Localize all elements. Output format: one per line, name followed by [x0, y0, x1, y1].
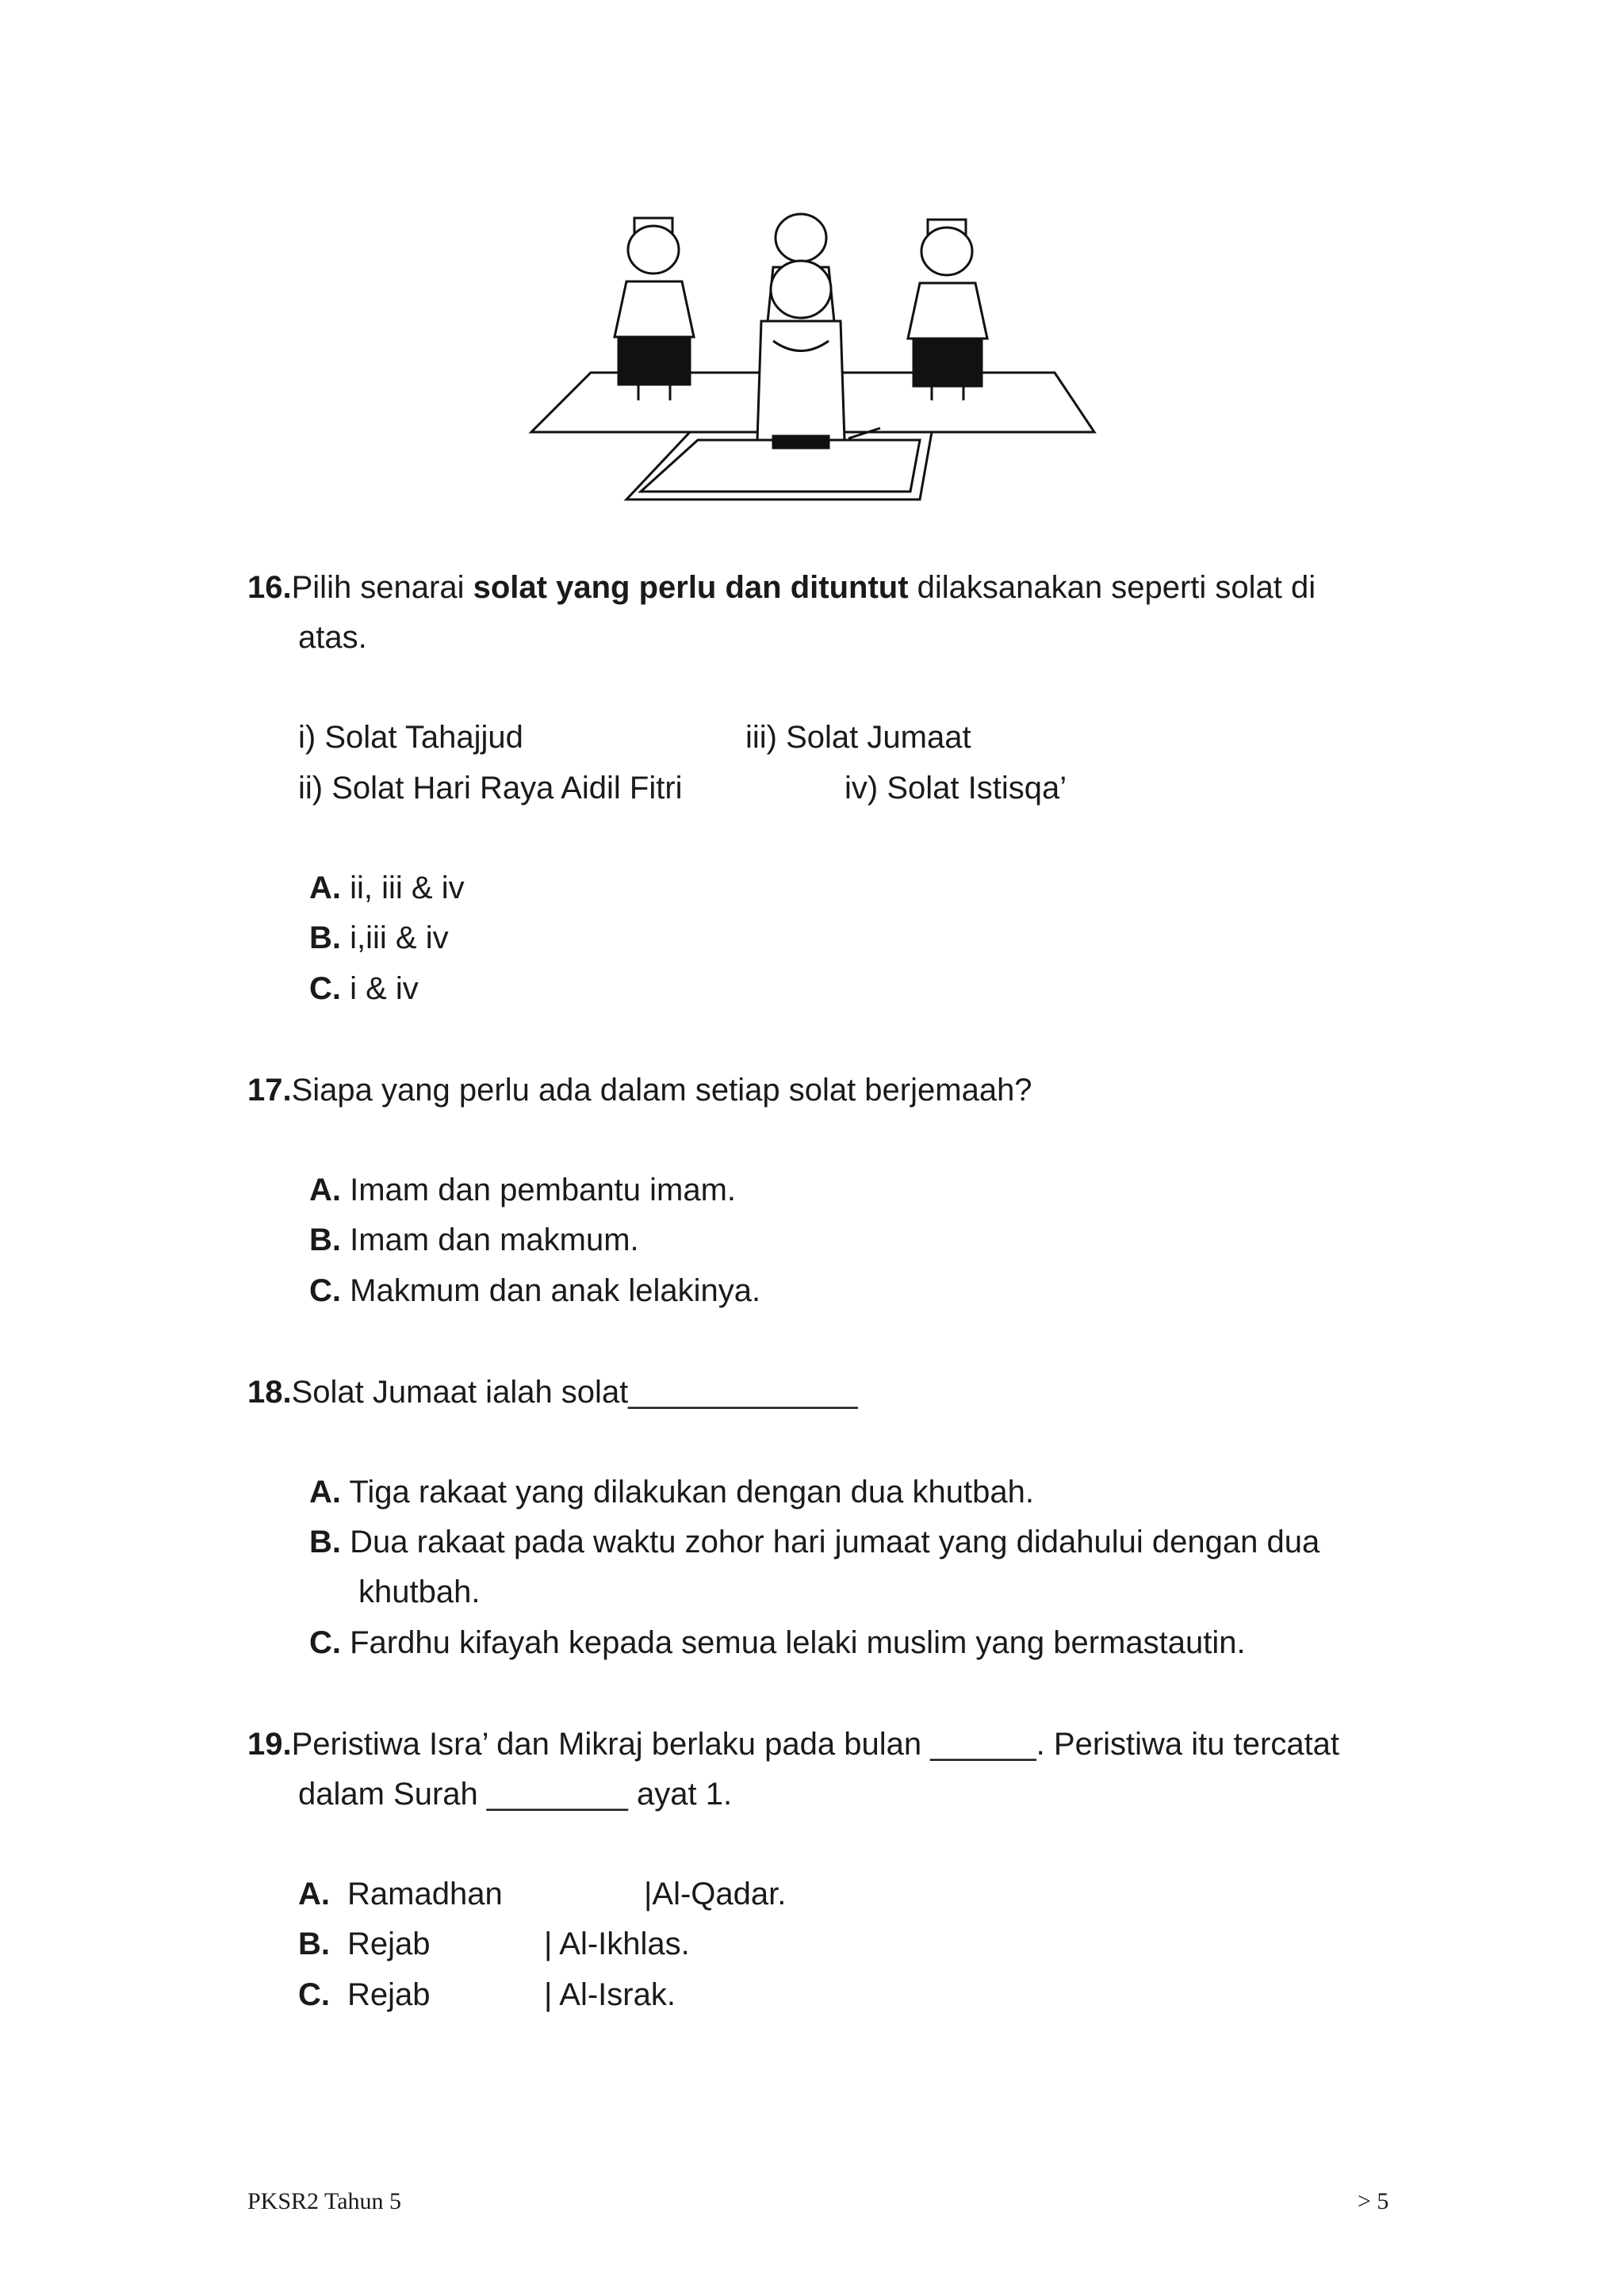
answer-option[interactable]	[309, 1174, 736, 1206]
option-text: Makmum dan anak lelakinya.	[350, 1273, 761, 1308]
question-number: 18.	[247, 1375, 292, 1410]
answer-option[interactable]	[309, 1275, 760, 1307]
option-letter: C.	[298, 1977, 330, 2012]
question-text-line2: dalam Surah ________ ayat 1.	[298, 1777, 733, 1812]
statement-item: iii) Solat Jumaat	[745, 720, 971, 755]
option-surah: |Al-Qadar.	[644, 1877, 787, 1911]
page-number: > 5	[1358, 2188, 1389, 2214]
option-letter: B.	[309, 1525, 341, 1559]
answer-option[interactable]	[309, 1526, 1320, 1558]
option-letter: A.	[309, 871, 341, 905]
answer-option[interactable]	[309, 973, 419, 1004]
question-text-line2: atas.	[298, 620, 367, 655]
question-text: Solat Jumaat ialah solat_____________	[291, 1375, 858, 1410]
answer-option[interactable]	[309, 1224, 639, 1256]
option-text: Fardhu kifayah kepada semua lelaki muslim yang bermastautin.	[350, 1625, 1246, 1660]
congregation-prayer-icon	[508, 202, 1126, 511]
option-month: Rejab	[347, 1977, 431, 2012]
statement-item: iv) Solat Istisqa’	[845, 771, 1067, 806]
statement-item: i) Solat Tahajjud	[298, 720, 523, 755]
option-text: Imam dan makmum.	[350, 1223, 639, 1257]
answer-option[interactable]	[298, 1979, 330, 2011]
option-letter: C.	[309, 971, 341, 1006]
option-letter: B.	[298, 1927, 330, 1961]
answer-option[interactable]	[309, 1476, 1034, 1508]
answer-option[interactable]	[309, 1627, 1246, 1659]
answer-option[interactable]	[309, 872, 465, 904]
option-surah: | Al-Ikhlas.	[544, 1927, 690, 1961]
footer-left: PKSR2 Tahun 5	[247, 2188, 402, 2214]
question-text-bold: solat yang perlu dan dituntut	[473, 570, 909, 605]
option-text: ii, iii & iv	[350, 871, 465, 905]
option-letter: A.	[298, 1877, 330, 1911]
option-letter: A.	[309, 1475, 341, 1510]
answer-option[interactable]	[298, 1928, 330, 1960]
option-letter: C.	[309, 1273, 341, 1308]
question-text: Siapa yang perlu ada dalam setiap solat berjemaah?	[291, 1073, 1032, 1108]
answer-option[interactable]	[309, 922, 449, 954]
option-letter: B.	[309, 1223, 341, 1257]
option-text: Imam dan pembantu imam.	[350, 1173, 736, 1207]
option-text: Tiga rakaat yang dilakukan dengan dua khutbah.	[349, 1475, 1034, 1510]
option-surah: | Al-Israk.	[544, 1977, 676, 2012]
option-text: Dua rakaat pada waktu zohor hari jumaat yang didahului dengan dua	[350, 1525, 1320, 1559]
option-month: Rejab	[347, 1927, 431, 1961]
option-letter: A.	[309, 1173, 341, 1207]
question-text-part: dilaksanakan seperti solat di	[908, 570, 1316, 605]
question-number: 17.	[247, 1073, 292, 1108]
question-text-part: Pilih senarai	[291, 570, 473, 605]
statement-item: ii) Solat Hari Raya Aidil Fitri	[298, 771, 683, 806]
option-text-line2: khutbah.	[358, 1575, 481, 1609]
question-text: Peristiwa Isra’ dan Mikraj berlaku pada bulan ______. Peristiwa itu tercatat	[291, 1727, 1340, 1762]
question-number: 19.	[247, 1727, 292, 1762]
option-month: Ramadhan	[347, 1877, 503, 1911]
option-text: i & iv	[350, 971, 419, 1006]
question-number: 16.	[247, 570, 292, 605]
option-letter: B.	[309, 920, 341, 955]
option-letter: C.	[309, 1625, 341, 1660]
option-text: i,iii & iv	[350, 920, 449, 955]
answer-option[interactable]	[298, 1878, 330, 1910]
